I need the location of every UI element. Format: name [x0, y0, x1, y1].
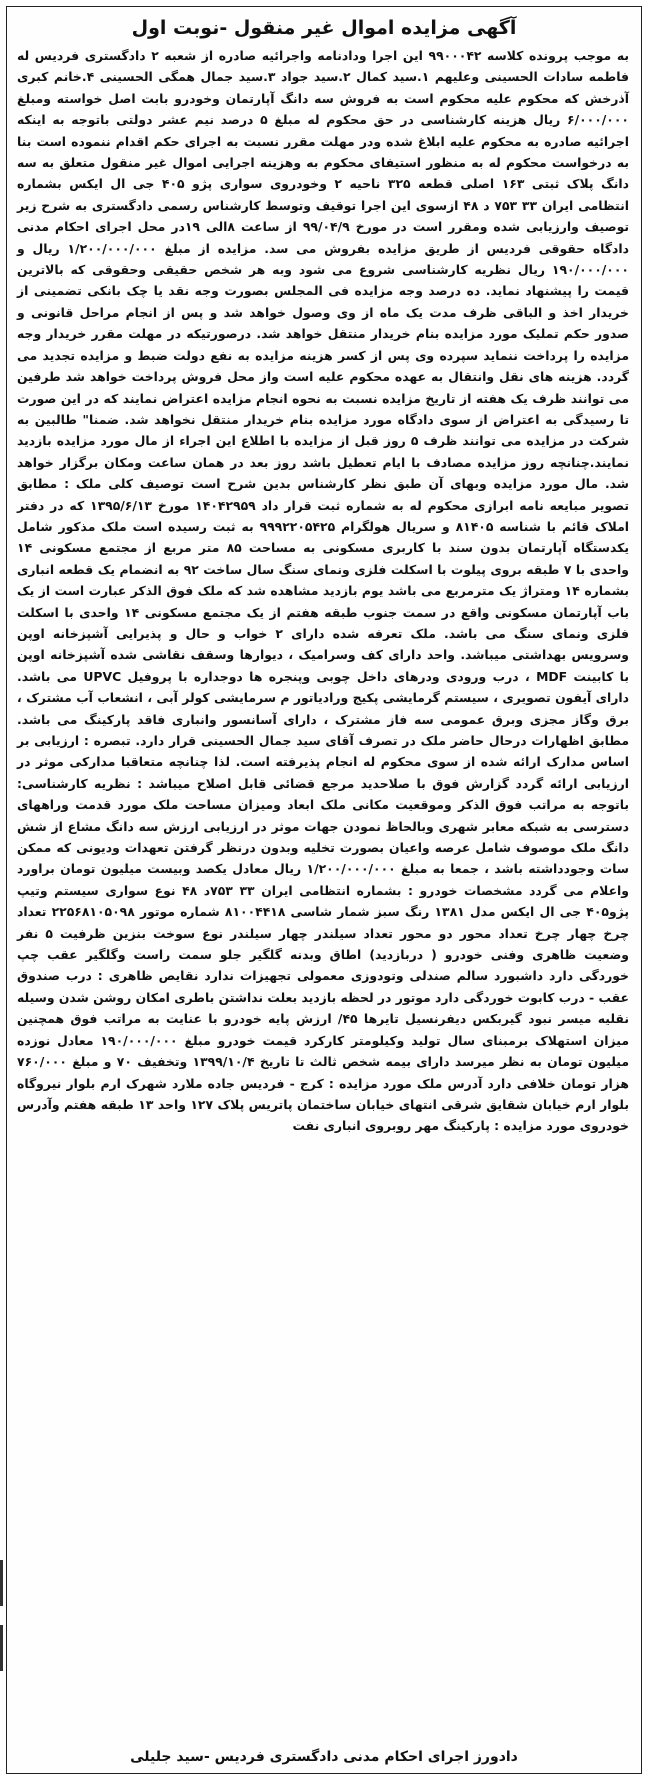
margin-mark	[0, 1560, 13, 1606]
margin-mark	[0, 1625, 13, 1671]
notice-frame	[6, 6, 642, 1774]
notice-body	[7, 45, 641, 1137]
notice-title: آگهی مزایده اموال غیر منقول -نوبت اول	[131, 17, 517, 39]
notice-paragraph: به موجب پرونده کلاسه ۹۹۰۰۰۴۲ این اجرا ودادنامه واجرائیه صادره از شعبه ۲ دادگستری فردیس له فاطمه سادات الحسینی وعلیهم ۱.سید کمال ۲.سید جواد ۳.سید جمال همگی الحسینی ۴.خانم کبری آذرخش که محکوم علیه محکوم است به فروش سه دانگ آپارتمان وخودرو بابت اصل خواسته ومبلغ ۶/۰۰۰/۰۰۰ ریال هزینه کارشناسی در حق محکوم له مبلغ ۵ درصد نیم عشر دولتی باتوجه به اینکه اجرائیه صادره به محکوم علیه ابلاغ شده ودر مهلت مقرر نسبت به اجرای حکم اقدام ننموده است بنا به درخواست محکوم له به منظور استیفای محکوم به وهزینه اجرایی اموال غیر منقول متعلق به سه دانگ پلاک ثبتی ۱۶۳ اصلی قطعه ۳۲۵ ناحیه ۲ وخودروی سواری پژو ۴۰۵ جی ال ایکس بشماره انتظامی ایران ۳۳ ۷۵۳ د ۴۸ ازسوی این اجرا توقیف وتوسط کارشناس رسمی دادگستری به شرح زیر توصیف وارزیابی شده ومقرر است در مورخ ۹۹/۰۴/۹ از ساعت ۸الی ۱۹در محل اجرای احکام مدنی دادگاه حقوقی فردیس از طریق مزایده بفروش می سد. مزایده از مبلغ ۱/۲۰۰/۰۰۰/۰۰۰ ریال و ۱۹۰/۰۰۰/۰۰۰ ریال نظریه کارشناسی شروع می شود وبه هر شخص حقیقی وحقوقی که بالاترین قیمت را پیشنهاد نماید. ده درصد وجه مزایده فی المجلس بصورت وجه نقد یا چک بانکی تضمینی از خریدار اخذ و الباقی ظرف مدت یک ماه از وی وصول خواهد شد و پس از انجام مراحل قانونی و صدور حکم تملیک مورد مزایده بنام خریدار منتقل خواهد شد. درصورتیکه در مهلت مقرر خریدار وجه مزایده را پرداخت ننماید سپرده وی پس از کسر هزینه مزایده به نفع دولت ضبط و مزایده تجدید می گردد. هزینه های نقل وانتقال به عهده محکوم علیه است واز محل فروش پرداخت خواهد شد طرفین می توانند ظرف یک هفته از تاریخ مزایده نسبت به نحوه انجام مزایده اعتراض نمایند که در این صورت تا رسیدگی به اعتراض از سوی دادگاه مورد مزایده بنام خریدار منتقل نخواهد شد. ضمنا" طالبین به شرکت در مزایده می توانند ظرف ۵ روز قبل از مزایده با اطلاع این اجراء از مال مورد مزایده بازدید نمایند.چنانچه روز مزایده مصادف با ایام تعطیل باشد روز بعد در همان ساعت ومکان برگزار خواهد شد. مال مورد مزایده وبهای آن طبق نظر کارشناس بدین شرح است توصیف کلی ملک : مطابق تصویر مبایعه نامه ابرازی محکوم له به شماره ثبت قرار داد ۱۴۰۴۲۹۵۹ مورخ ۱۳۹۵/۶/۱۳ که در دفتر املاک قائم با شناسه ۸۱۴۰۵ و سریال هولگرام ۹۹۹۲۲۰۵۴۲۵ به ثبت رسیده است ملک مذکور شامل یکدستگاه آپارتمان بدون سند با کاربری مسکونی به مساحت ۸۵ متر مربع از مجتمع مسکونی ۱۴ واحدی با ۷ طبقه بروی پیلوت با اسکلت فلزی ونمای سنگ سال ساخت ۹۲ به انضمام یک قطعه انباری بشماره ۱۴ ومتراژ یک مترمربع می باشد یوم بازدید مشاهده شد که ملک فوق الذکر عبارت است از یک باب آپارتمان مسکونی واقع در سمت جنوب طبقه هفتم از یک مجتمع مسکونی ۱۴ واحدی با اسکلت فلزی ونمای سنگ می باشد. ملک تعرفه شده دارای ۲ خواب و حال و پذیرایی آشپزخانه اوپن وسرویس بهداشتی میباشد. واحد دارای کف وسرامیک ، دیوارها وسقف نقاشی شده آشپزخانه اوپن با کابینت MDF ، درب ورودی ودرهای داخل چوبی وپنجره ها دوجداره با پروفیل UPVC می باشد. دارای آیفون تصویری ، سیستم گرمایشی پکیج ورادیاتور م سرمایشی کولر آبی ، انشعاب آب مشترک ، برق وگاز مجزی وبرق عمومی سه فاز مشترک ، دارای آسانسور وانباری فاقد پارکینگ می باشد. مطابق اظهارات درحال حاضر ملک در تصرف آقای سید جمال الحسینی قرار دارد. تبصره : ارزیابی بر اساس مدارک ارائه شده از سوی محکوم له انجام پذیرفته است. لذا چنانچه متعاقبا مدارکی موثر در ارزیابی ارائه گردد گزارش فوق با صلاحدید مرجع قضائی قابل اصلاح میباشد : نظریه کارشناسی: باتوجه به مراتب فوق الذکر وموقعیت مکانی ملک ابعاد ومیزان مساحت ملک مورد قدمت وراههای دسترسی به شبکه معابر شهری وبالحاظ نمودن جهات موثر در ارزیابی ارزش سه دانگ مشاع از شش دانگ ملک موصوف شامل عرصه واعیان بصورت تخلیه وبدون درنظر گرفتن تعهدات ودیونی که ممکن سات وجودداشته باشد ، جمعا به مبلغ ۱/۲۰۰/۰۰۰/۰۰۰ ریال معادل یکصد وبیست میلیون تومان براورد واعلام می گردد مشخصات خودرو : بشماره انتظامی ایران ۳۳ ۷۵۳د ۴۸ نوع سواری سیستم وتیپ پژو۴۰۵ جی ال ایکس مدل ۱۳۸۱ رنگ سبز شمار شاسی ۸۱۰۰۴۴۱۸ شماره موتور ۲۲۵۶۸۱۰۵۰۹۸ تعداد چرخ چهار چرخ تعداد محور دو محور تعداد سیلندر چهار سیلندر نوع سوخت بنزین ظرفیت ۵ نفر وضعیت ظاهری وفنی خودرو ( دربازدید) اطاق وبدنه گلگیر جلو سمت راست وگلگیر عقب چپ خوردگی دارد داشبورد سالم صندلی وتودوزی معمولی تجهیزات ندارد نقایص ظاهری : درب صندوق عقب - درب کابوت خوردگی دارد موتور در لحظه بازدید بعلت نداشتن باطری امکان روشن شدن وسیله نقلیه میسر نبود گیربکس دیفرنسیل تایرها ۴۵/ ارزش پایه خودرو با عنایت به مراتب فوق همچنین میزان استهلاک برمبنای سال تولید وکیلومتر کارکرد قیمت خودرو مبلغ ۱۹۰/۰۰۰/۰۰۰ معادل نوزده میلیون تومان به نظر میرسد دارای بیمه شخص ثالث تا تاریخ ۱۳۹۹/۱۰/۴ وتخفیف ۷۰ و مبلغ ۷۶۰/۰۰۰ هزار تومان خلافی دارد آدرس ملک مورد مزایده : کرج - فردیس جاده ملارد شهرک ارم بلوار نیروگاه بلوار ارم خیابان شقایق شرقی انتهای خیابان ساختمان پاتریس پلاک ۱۲۷ واحد ۱۳ طبقه هفتم وآدرس خودروی مورد مزایده : پارکینگ مهر روبروی انباری نفت	[17, 48, 630, 1134]
notice-signature: دادورز اجرای احکام مدنی دادگستری فردیس -سید جلیلی	[130, 1749, 518, 1765]
